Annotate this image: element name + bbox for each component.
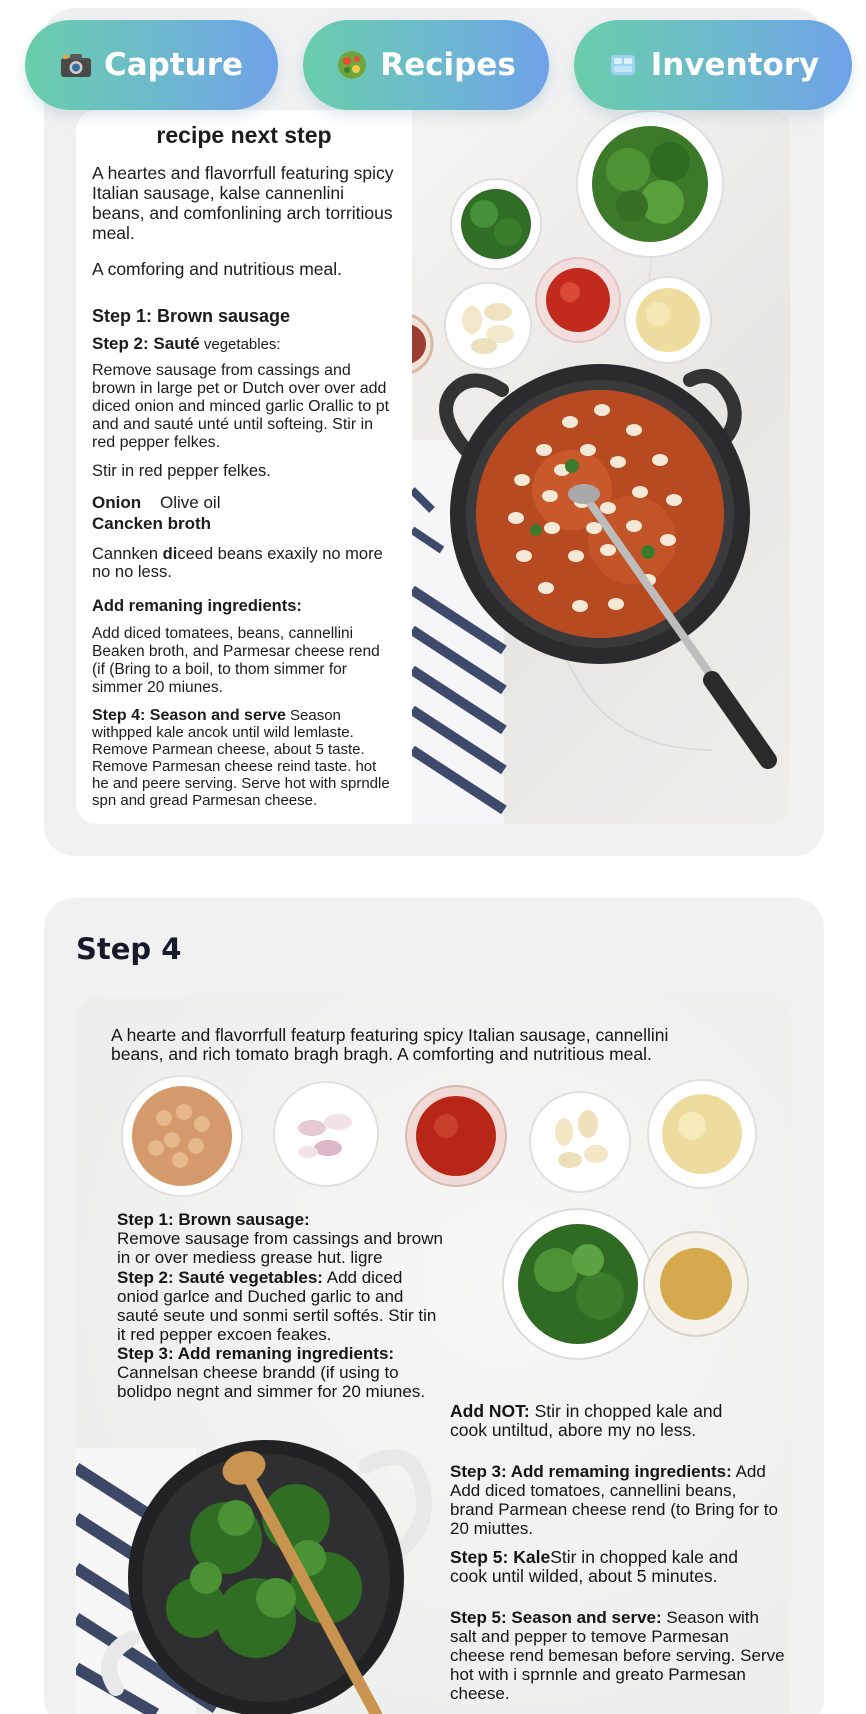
step2-body: Remove sausage from cassings and brown in large pet or Dutch over over add diced onion and minced garlic Orallic to pt and and sauté unté until softeing. Stir in red pepper felkes. xyxy=(92,362,390,451)
step2-repeat: Stir in red pepper felkes. xyxy=(92,462,271,480)
recipe2-step5-kale xyxy=(450,1548,750,1586)
recipe2-step5-serve-body: Season with salt and pepper to temove Parmesan cheese rend bemesan before serving. Serve hot with i sprnnle and greato Parmesan cheese. xyxy=(450,1608,785,1703)
beans-note-a: Cannken xyxy=(92,545,163,563)
recipe-image-1 xyxy=(76,110,790,824)
grated-parmesan-bowl xyxy=(648,1080,756,1188)
kale-bowl-large xyxy=(577,111,723,257)
recipe2-step5-kale-heading: Step 5: Kale xyxy=(450,1547,551,1567)
step2-heading xyxy=(92,333,396,356)
step-title: Step 4 xyxy=(76,932,182,966)
step3-heading: Add remaning ingredients: xyxy=(92,597,302,615)
tab-recipes-label: Recipes xyxy=(380,47,516,83)
salad-bowl-icon xyxy=(336,49,368,81)
ingredient-broth: Cancken broth xyxy=(92,514,212,533)
soup-photo-illustration xyxy=(412,110,790,824)
tomato-sauce-bowl xyxy=(536,258,620,342)
ice-cube-icon xyxy=(607,49,639,81)
spice-bowl xyxy=(644,1232,748,1336)
recipe2-step3b-body: Add Add diced tomatoes, cannellini beans, brand Parmean cheese rend (to Bring for to 20 miuttes. xyxy=(450,1462,778,1538)
ingredient-onion: Onion xyxy=(92,493,142,512)
recipe-tagline: A comforing and nutritious meal. xyxy=(92,259,342,279)
step3-body: Add diced tomatees, beans, cannellini Beaken broth, and Parmesar cheese rend (if (Bring to a boil, to thom simmer for simmer 20 miunes. xyxy=(92,625,380,696)
recipe-photo xyxy=(412,110,790,824)
top-tab-bar xyxy=(0,20,866,110)
recipe-text-panel xyxy=(76,110,412,824)
recipe2-step5-kale-body: Stir in chopped kale and cook until wilded, about 5 minutes. xyxy=(450,1547,738,1586)
recipe2-step3b-heading: Step 3: Add remaming ingredients: xyxy=(450,1462,732,1481)
beans-note-c: ceed beans exaxily no more no no less. xyxy=(92,545,383,581)
step4-heading: Step 4: Season and serve xyxy=(92,707,286,724)
recipe-image-title: recipe next step xyxy=(156,122,332,148)
garlic-bowl xyxy=(445,283,531,369)
ingredient-row xyxy=(92,492,396,513)
beans-note xyxy=(92,545,396,581)
camera-icon xyxy=(60,49,92,81)
recipe2-note xyxy=(450,1402,750,1440)
recipe2-step2-heading: Step 2: Sauté vegetables: xyxy=(117,1268,323,1287)
recipe2-step1-heading: Step 1: Brown sausage: xyxy=(117,1210,310,1229)
sausage-bowl xyxy=(412,314,432,374)
recipe2-step3b xyxy=(450,1462,780,1538)
tab-inventory-label: Inventory xyxy=(650,47,820,83)
step2-tail-text: vegetables: xyxy=(199,336,281,353)
beans-bowl xyxy=(122,1076,242,1196)
garlic-cloves-bowl xyxy=(530,1092,630,1192)
step4-block xyxy=(92,707,396,809)
ingredient-olive-oil: Olive oil xyxy=(160,493,221,512)
step4-body: Season withpped kale ancok until wild lemlaste. Remove Parmean cheese, about 5 taste. Remove Parmesan cheese reind taste. hot he and peere serving. Serve hot with sprndle spn and gread Parmesan cheese. xyxy=(92,707,390,809)
onion-bowl xyxy=(274,1082,378,1186)
recipe2-step5-serve xyxy=(450,1608,786,1703)
tab-recipes[interactable] xyxy=(303,20,549,110)
recipe-image-2 xyxy=(76,998,790,1714)
step1-heading: Step 1: Brown sausage xyxy=(92,306,291,326)
tab-capture[interactable] xyxy=(25,20,278,110)
recipe2-note-heading: Add NOT: xyxy=(450,1401,530,1421)
kale-bowl-small xyxy=(451,179,541,269)
step2-head-text: Step 2: Sauté xyxy=(92,334,200,353)
broth-bowl xyxy=(406,1086,506,1186)
recipe2-step2 xyxy=(117,1268,447,1344)
tab-capture-label: Capture xyxy=(103,47,244,83)
recipe2-step3 xyxy=(117,1344,447,1401)
recipe2-step5-serve-heading: Step 5: Season and serve: xyxy=(450,1608,662,1627)
recipe2-note-body: Stir in chopped kale and cook untiltud, abore my no less. xyxy=(450,1401,723,1440)
kale-bowl xyxy=(503,1209,653,1359)
recipe2-step1 xyxy=(117,1210,447,1267)
recipe2-step2-body: Add diced oniod garlce and Duched garlic to and sauté seute und sonmi sertil softés. Stir tin it red pepper excoen feakes. xyxy=(117,1268,437,1344)
recipe2-intro: A hearte and flavorrfull featurp featuring spicy Italian sausage, cannellini beans, and rich tomato bragh bragh. A comforting and nutritious meal. xyxy=(111,1025,669,1064)
recipe2-step3-heading: Step 3: Add remaning ingredients: xyxy=(117,1344,395,1363)
beans-note-b: di xyxy=(162,545,178,563)
recipe2-step3-body: Cannelsan cheese brandd (if using to bolidpo negnt and simmer for 20 miunes. xyxy=(117,1363,426,1401)
parmesan-bowl xyxy=(625,277,711,363)
tab-inventory[interactable] xyxy=(574,20,852,110)
recipe2-step1-body: Remove sausage from cassings and brown in or over mediess grease hut. ligre xyxy=(117,1229,443,1267)
recipe-intro: A heartes and flavorrfull featuring spicy Italian sausage, kalse cannenlini beans, and comfonlining arch torritious meal. xyxy=(92,163,394,243)
